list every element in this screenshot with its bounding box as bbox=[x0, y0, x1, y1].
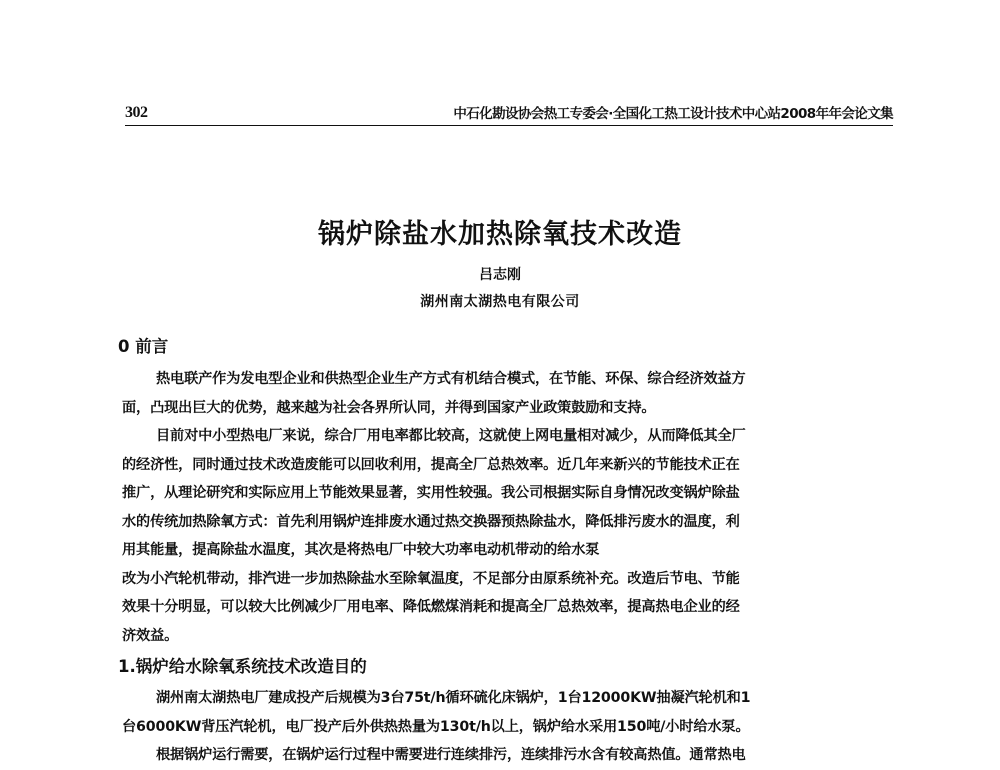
paragraph bbox=[122, 365, 892, 422]
paragraph-line-partial: 根据锅炉运行需要，在锅炉运行过程中需要进行连续排污，连续排污水含有较高热值。通常热电 bbox=[156, 747, 746, 763]
paragraph-line: 济效益。 bbox=[122, 627, 179, 644]
article-title: 锅炉除盐水加热除氧技术改造 bbox=[318, 219, 682, 250]
paragraph-line: 效果十分明显，可以较大比例减少厂用电率、降低燃煤消耗和提高全厂总热效率，提高热电企业的经 bbox=[122, 599, 740, 615]
paragraph-line: 改为小汽轮机带动，排汽进一步加热除盐水至除氧温度，不足部分由原系统补充。改造后节电、节能 bbox=[122, 570, 740, 587]
paragraph-line: 热电联产作为发电型企业和供热型企业生产方式有机结合模式，在节能、环保、综合经济效益方 bbox=[156, 371, 746, 387]
paragraph bbox=[122, 422, 892, 650]
paragraph-line: 湖州南太湖热电厂建成投产后规模为3台75t/h循环硫化床锅炉，1台12000KW抽凝汽轮机和1 bbox=[156, 690, 751, 706]
article-affiliation: 湖州南太湖热电有限公司 bbox=[420, 294, 580, 310]
running-header bbox=[125, 100, 893, 122]
section-heading-purpose: 1.锅炉给水除氧系统技术改造目的 bbox=[118, 657, 367, 676]
paragraph-line: 推广，从理论研究和实际应用上节能效果显著，实用性较强。我公司根据实际自身情况改变锅炉除盐 bbox=[122, 485, 740, 501]
paragraph bbox=[122, 684, 892, 770]
article-author: 吕志刚 bbox=[479, 267, 521, 283]
paragraph-line: 台6000KW背压汽轮机，电厂投产后外供热热量为130t/h以上，锅炉给水采用150吨/小时给水泵。 bbox=[122, 718, 750, 735]
paragraph-line: 面，凸现出巨大的优势，越来越为社会各界所认同，并得到国家产业政策鼓励和支持。 bbox=[122, 399, 656, 416]
paragraph-line: 目前对中小型热电厂来说，综合厂用电率都比较高，这就使上网电量相对减少，从而降低其全厂 bbox=[156, 428, 746, 444]
journal-name: 中石化勘设协会热工专委会·全国化工热工设计技术中心站2008年年会论文集 bbox=[453, 106, 893, 122]
paragraph-line: 的经济性，同时通过技术改造废能可以回收利用，提高全厂总热效率。近几年来新兴的节能技术正在 bbox=[122, 456, 740, 473]
page-number: 302 bbox=[125, 104, 148, 121]
paragraph-line: 水的传统加热除氧方式：首先利用锅炉连排废水通过热交换器预热除盐水，降低排污废水的温度，利 bbox=[122, 513, 740, 530]
section-heading-preface: 0 前言 bbox=[118, 337, 169, 356]
paragraph-line: 用其能量，提高除盐水温度，其次是将热电厂中较大功率电动机带动的给水泵 bbox=[122, 542, 600, 558]
header-rule bbox=[125, 125, 893, 126]
